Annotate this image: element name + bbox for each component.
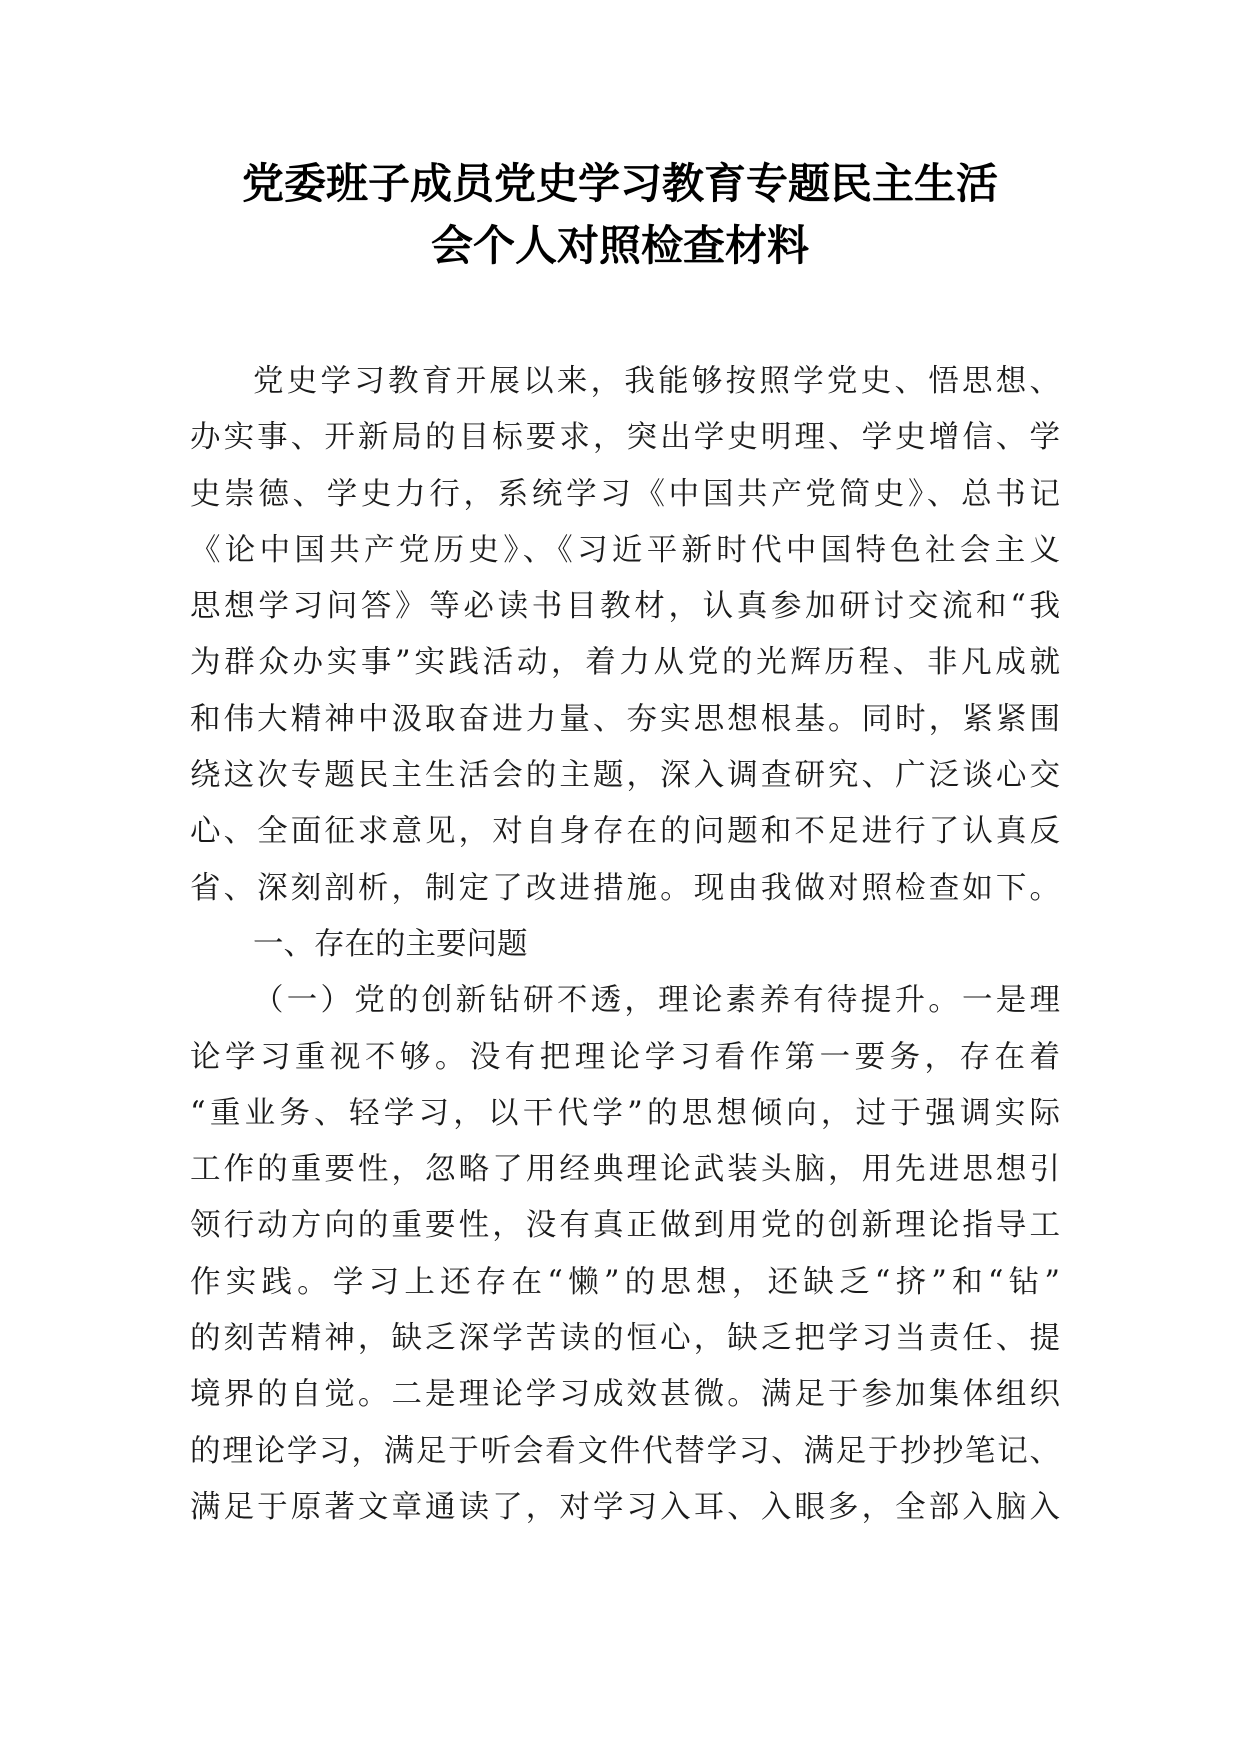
paragraph-line: 境界的自觉。二是理论学习成效甚微。满足于参加集体组织 <box>190 1377 1060 1413</box>
paragraph-line: 《论中国共产党历史》、《习近平新时代中国特色社会主义 <box>190 532 1060 568</box>
section-heading: 一、存在的主要问题 <box>253 926 528 962</box>
paragraph-line: 绕这次专题民主生活会的主题，深入调查研究、广泛谈心交 <box>190 758 1060 794</box>
paragraph-line: 思想学习问答》等必读书目教材，认真参加研讨交流和“我 <box>190 589 1060 625</box>
paragraph-line: 作实践。学习上还存在“懒”的思想，还缺乏“挤”和“钻” <box>190 1264 1060 1300</box>
paragraph-line: 心、全面征求意见，对自身存在的问题和不足进行了认真反 <box>190 814 1060 850</box>
paragraph-line: 领行动方向的重要性，没有真正做到用党的创新理论指导工 <box>190 1208 1060 1244</box>
paragraph-line: 办实事、开新局的目标要求，突出学史明理、学史增信、学 <box>190 420 1060 456</box>
paragraph-line: 省、深刻剖析，制定了改进措施。现由我做对照检查如下。 <box>190 870 1060 906</box>
paragraph-line: 为群众办实事”实践活动，着力从党的光辉历程、非凡成就 <box>190 645 1060 681</box>
document-title-line-1: 党委班子成员党史学习教育专题民主生活 <box>241 159 998 208</box>
paragraph-line: 和伟大精神中汲取奋进力量、夯实思想根基。同时，紧紧围 <box>190 701 1060 737</box>
paragraph-line: 论学习重视不够。没有把理论学习看作第一要务，存在着 <box>190 1039 1060 1075</box>
paragraph-line: 的刻苦精神，缺乏深学苦读的恒心，缺乏把学习当责任、提 <box>190 1321 1060 1357</box>
paragraph-line: （一）党的创新钻研不透，理论素养有待提升。一是理 <box>253 983 1060 1019</box>
paragraph-line: 满足于原著文章通读了，对学习入耳、入眼多，全部入脑入 <box>190 1489 1060 1525</box>
paragraph-line: 史崇德、学史力行，系统学习《中国共产党简史》、总书记 <box>190 476 1060 512</box>
paragraph-line: 的理论学习，满足于听会看文件代替学习、满足于抄抄笔记、 <box>190 1433 1060 1469</box>
document-title-line-2: 会个人对照检查材料 <box>430 221 809 270</box>
document-body <box>190 354 1060 1536</box>
paragraph-line: 工作的重要性，忽略了用经典理论武装头脑，用先进思想引 <box>190 1152 1060 1188</box>
paragraph-line: “重业务、轻学习，以干代学”的思想倾向，过于强调实际 <box>190 1095 1060 1131</box>
paragraph-line: 党史学习教育开展以来，我能够按照学党史、悟思想、 <box>253 364 1060 399</box>
